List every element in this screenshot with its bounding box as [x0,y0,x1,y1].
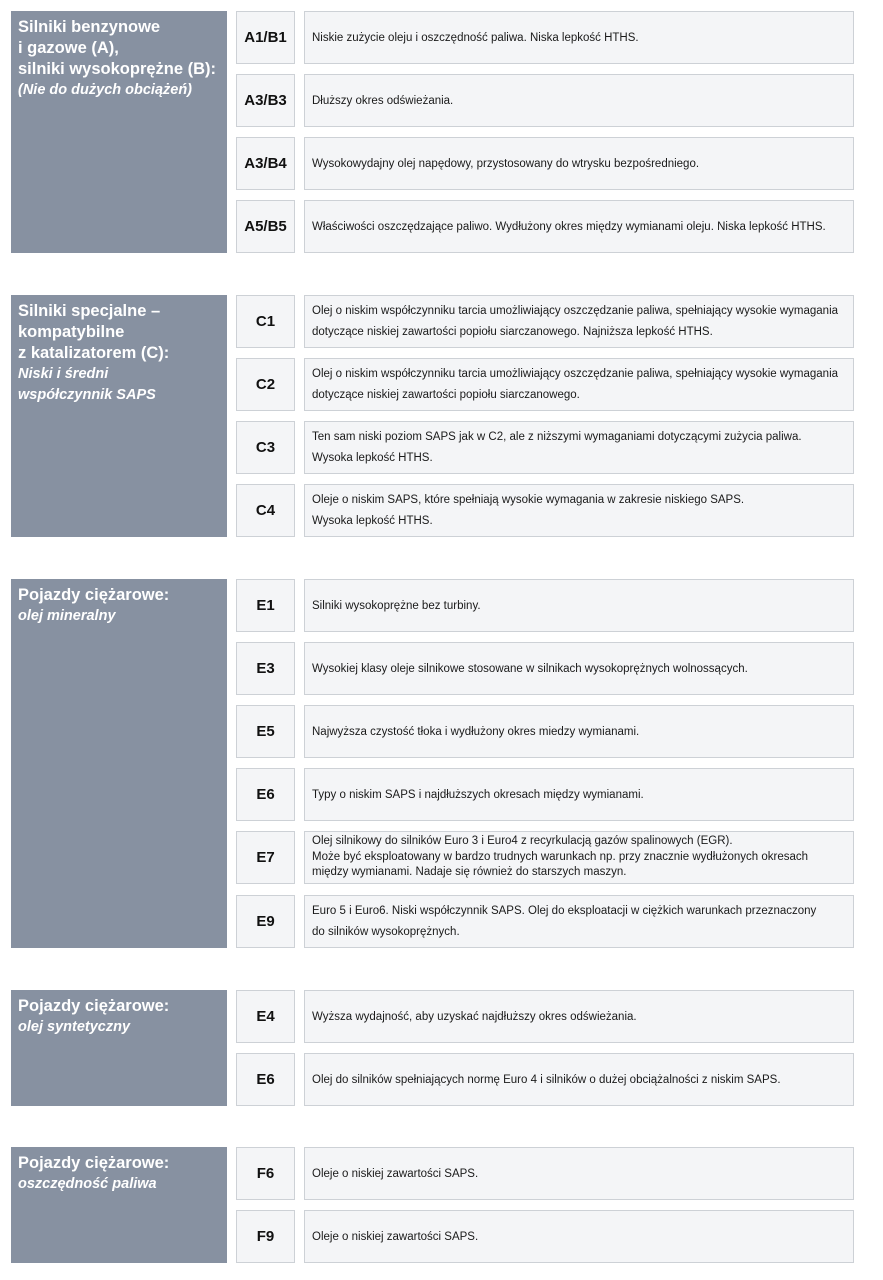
spec-description: Silniki wysokoprężne bez turbiny. [304,579,854,632]
table-row [0,74,883,128]
table-row [0,990,883,1044]
category-subtitle: olej syntetyczny [18,1019,131,1035]
spec-code: E6 [236,1053,295,1106]
category-title: Pojazdy ciężarowe: [18,1154,170,1172]
spec-code: E3 [236,642,295,695]
spec-code: C2 [236,358,295,411]
table-row [0,295,883,349]
spec-code: C3 [236,421,295,474]
category-title: Silniki benzynowe i gazowe (A), silniki wysokoprężne (B): [18,18,217,78]
category-subtitle: (Nie do dużych obciążeń) [18,82,193,98]
table-row [0,642,883,696]
spec-description: Oleje o niskiej zawartości SAPS. [304,1147,854,1200]
spec-description: Ten sam niski poziom SAPS jak w C2, ale z niższymi wymaganiami dotyczącymi zużycia paliwa. Wysoka lepkość HTHS. [304,421,854,474]
spec-code: C4 [236,484,295,537]
spec-code: A1/B1 [236,11,295,64]
spec-code: E5 [236,705,295,758]
table-row [0,421,883,475]
spec-description: Euro 5 i Euro6. Niski współczynnik SAPS. Olej do eksploatacji w ciężkich warunkach przeznaczony do silników wysokoprężnych. [304,895,854,948]
spec-description: Wysokowydajny olej napędowy, przystosowany do wtrysku bezpośredniego. [304,137,854,190]
category-title: Pojazdy ciężarowe: [18,586,170,604]
spec-code: A5/B5 [236,200,295,253]
spec-code: F9 [236,1210,295,1263]
spec-code: E1 [236,579,295,632]
table-row [0,1210,883,1264]
category-title: Silniki specjalne – kompatybilne z katalizatorem (C): [18,302,170,362]
spec-code: F6 [236,1147,295,1200]
spec-description: Olej o niskim współczynniku tarcia umożliwiający oszczędzanie paliwa, spełniający wysokie wymagania dotyczące niskiej zawartości popiołu siarczanowego. [304,358,854,411]
table-row [0,1147,883,1201]
table-row [0,137,883,191]
spec-description: Dłuższy okres odświeżania. [304,74,854,127]
spec-description: Oleje o niskiej zawartości SAPS. [304,1210,854,1263]
category-title: Pojazdy ciężarowe: [18,997,170,1015]
table-row [0,895,883,949]
table-row [0,579,883,633]
spec-description: Olej do silników spełniających normę Euro 4 i silników o dużej obciążalności z niskim SAPS. [304,1053,854,1106]
spec-description: Typy o niskim SAPS i najdłuższych okresach między wymianami. [304,768,854,821]
category-subtitle: oszczędność paliwa [18,1176,157,1192]
table-row [0,1053,883,1107]
spec-description: Właściwości oszczędzające paliwo. Wydłużony okres między wymianami oleju. Niska lepkość HTHS. [304,200,854,253]
category-panel [11,579,227,948]
table-row [0,200,883,254]
spec-code: E6 [236,768,295,821]
table-row [0,484,883,538]
table-row [0,11,883,65]
category-subtitle: olej mineralny [18,608,116,624]
spec-description: Olej o niskim współczynniku tarcia umożliwiający oszczędzanie paliwa, spełniający wysokie wymagania dotyczące niskiej zawartości popiołu siarczanowego. Najniższa lepkość HTHS. [304,295,854,348]
spec-description: Olej silnikowy do silników Euro 3 i Euro4 z recyrkulacją gazów spalinowych (EGR). Może być eksploatowany w bardzo trudnych warunkach np. przy znacznie wydłużonych okresach między wymianami. Nadaje się również do starszych maszyn. [304,831,854,884]
spec-code: E4 [236,990,295,1043]
spec-code: A3/B3 [236,74,295,127]
table-row [0,358,883,412]
spec-code: C1 [236,295,295,348]
spec-description: Wysokiej klasy oleje silnikowe stosowane w silnikach wysokoprężnych wolnossących. [304,642,854,695]
spec-description: Najwyższa czystość tłoka i wydłużony okres miedzy wymianami. [304,705,854,758]
table-row [0,768,883,822]
spec-description: Niskie zużycie oleju i oszczędność paliwa. Niska lepkość HTHS. [304,11,854,64]
spec-description: Oleje o niskim SAPS, które spełniają wysokie wymagania w zakresie niskiego SAPS. Wysoka lepkość HTHS. [304,484,854,537]
table-row [0,831,883,885]
table-row [0,705,883,759]
spec-description: Wyższa wydajność, aby uzyskać najdłuższy okres odświeżania. [304,990,854,1043]
spec-code: A3/B4 [236,137,295,190]
category-subtitle: Niski i średni współczynnik SAPS [18,366,156,403]
spec-code: E7 [236,831,295,884]
spec-code: E9 [236,895,295,948]
